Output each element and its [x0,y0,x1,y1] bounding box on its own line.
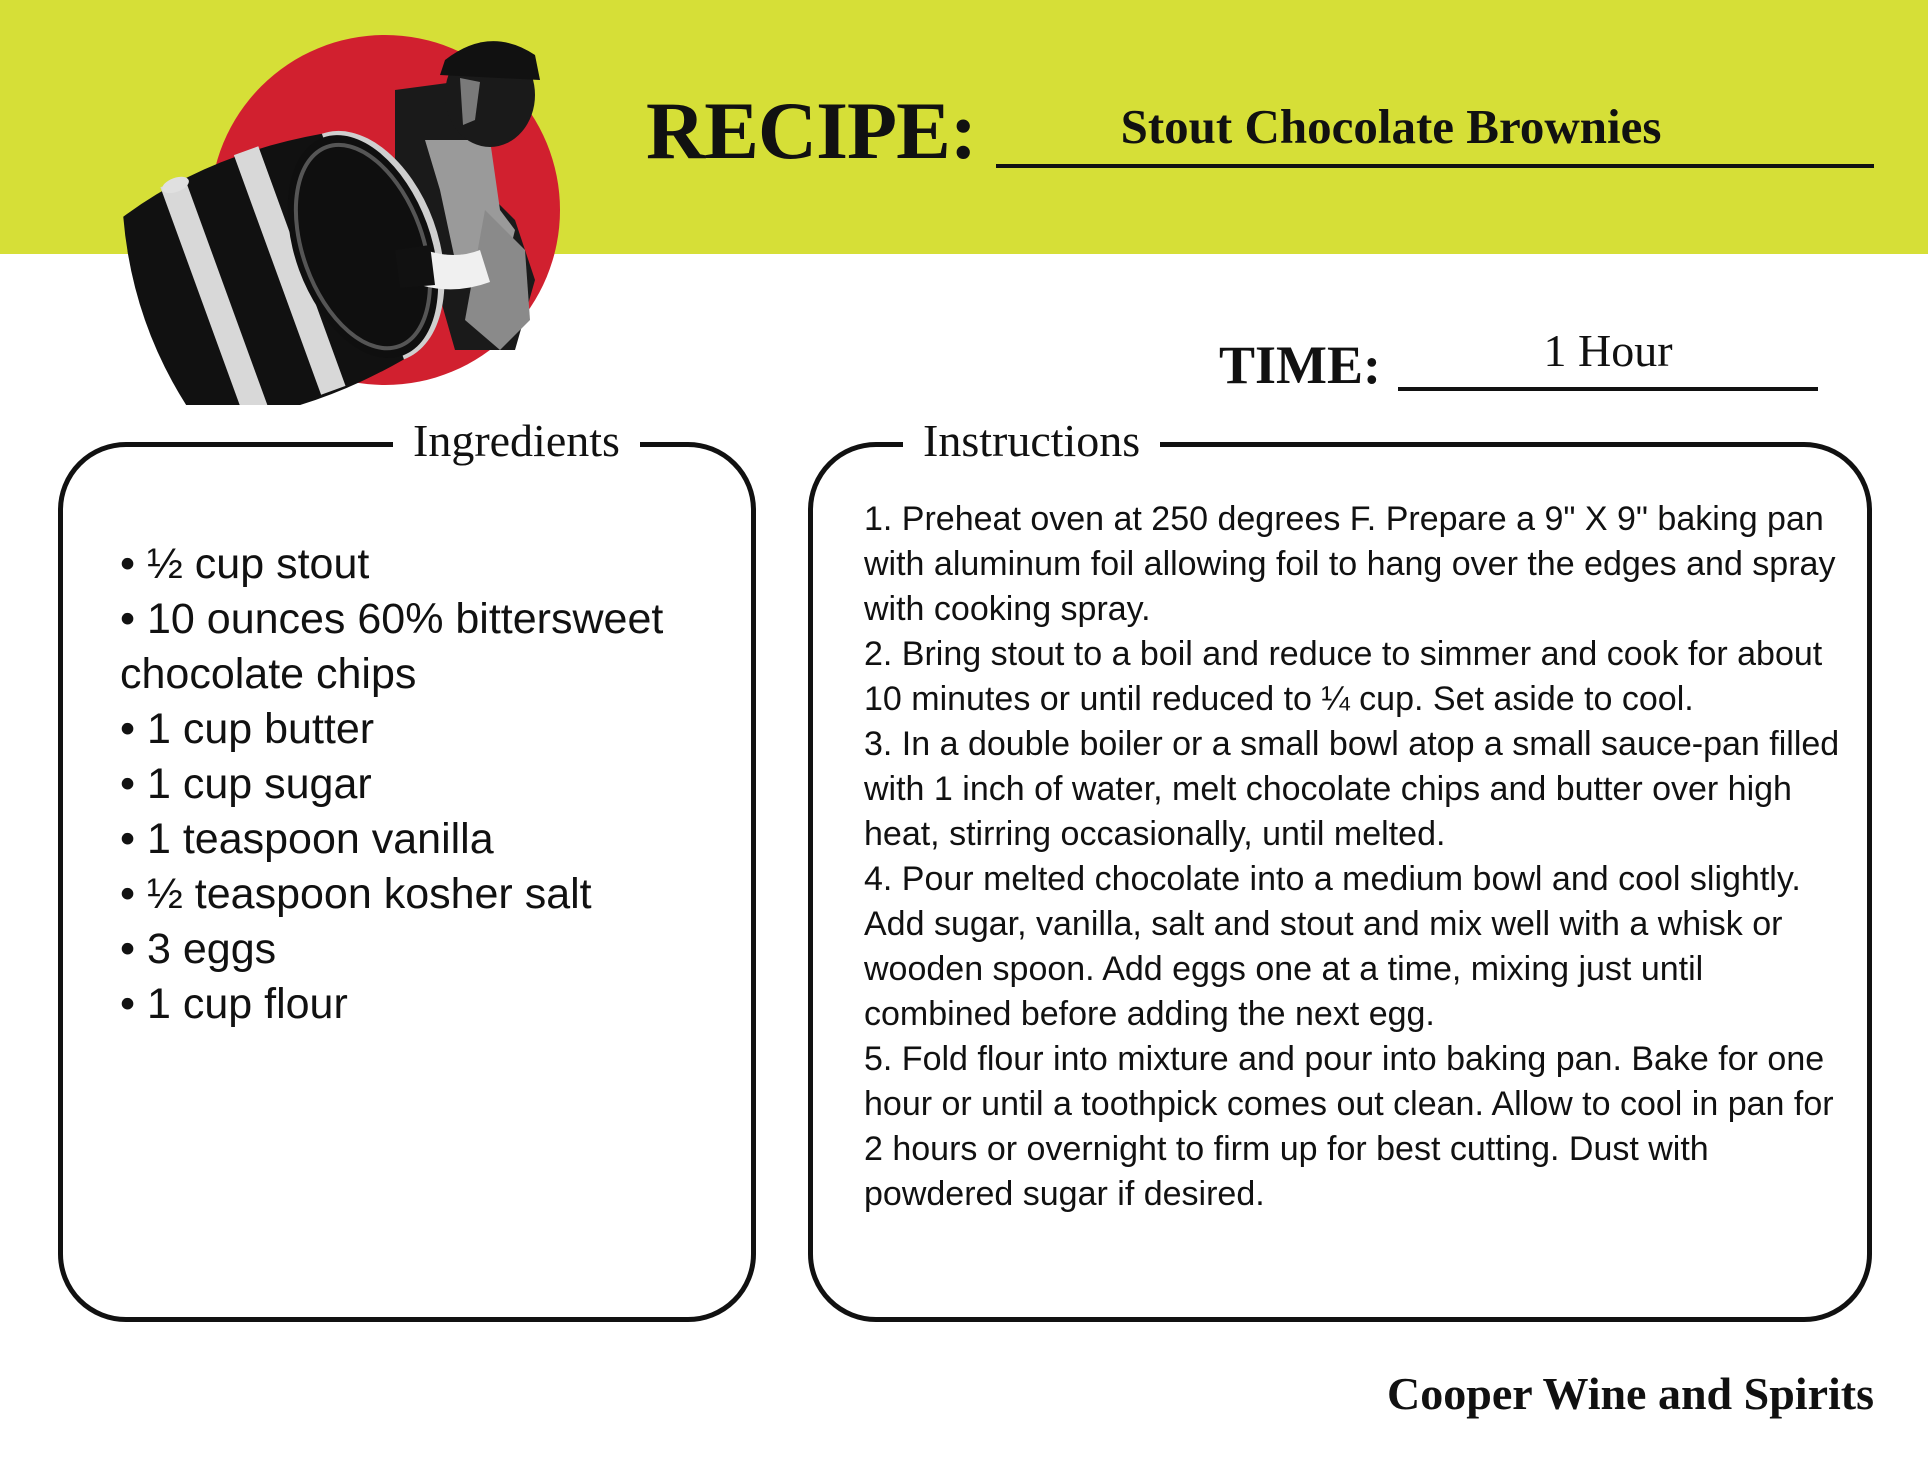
instruction-step: 3. In a double boiler or a small bowl atop a small sauce-pan filled with 1 inch of water, melt chocolate chips and butter over high heat, stirring occasionally, until melted. [864,725,1840,853]
ingredient-item: • 1 teaspoon vanilla [120,815,494,863]
ingredients-title: Ingredients [393,411,640,471]
time-underline [1398,387,1818,391]
man-with-barrel-icon [95,20,595,405]
instructions-title: Instructions [903,411,1160,471]
recipe-label: RECIPE: [646,85,977,176]
ingredient-item: • 1 cup flour [120,980,348,1028]
recipe-title: Stout Chocolate Brownies [1120,99,1662,154]
ingredient-item: • 1 cup butter [120,705,375,753]
ingredients-panel [58,415,756,1322]
ingredient-item: • 1 cup sugar [120,760,372,808]
instruction-step: 5. Fold flour into mixture and pour into baking pan. Bake for one hour or until a toothpick comes out clean. Allow to cool in pan for 2 hours or overnight to firm up for best cutting. Dust with powdered sugar if desired. [864,1040,1834,1213]
instructions-panel [808,415,1872,1322]
time-value: 1 Hour [1543,325,1673,376]
instructions-list [864,497,1844,1217]
ingredient-item: • 10 ounces 60% bittersweet chocolate chips [120,595,664,698]
instruction-step: 4. Pour melted chocolate into a medium bowl and cool slightly. Add sugar, vanilla, salt and stout and mix well with a whisk or wooden spoon. Add eggs one at a time, mixing just until combined before adding the next egg. [864,860,1801,1033]
ingredients-list [120,537,730,1032]
instruction-step: 1. Preheat oven at 250 degrees F. Prepare a 9" X 9" baking pan with aluminum foil allowing foil to hang over the edges and spray with cooking spray. [864,500,1836,628]
recipe-underline [996,164,1874,168]
ingredient-item: • ½ teaspoon kosher salt [120,870,592,918]
footer-brand: Cooper Wine and Spirits [1387,1368,1874,1419]
instruction-step: 2. Bring stout to a boil and reduce to simmer and cook for about 10 minutes or until reduced to ¼ cup. Set aside to cool. [864,635,1823,718]
ingredient-item: • ½ cup stout [120,540,370,588]
time-label: TIME: [1219,335,1381,395]
ingredient-item: • 3 eggs [120,925,277,973]
